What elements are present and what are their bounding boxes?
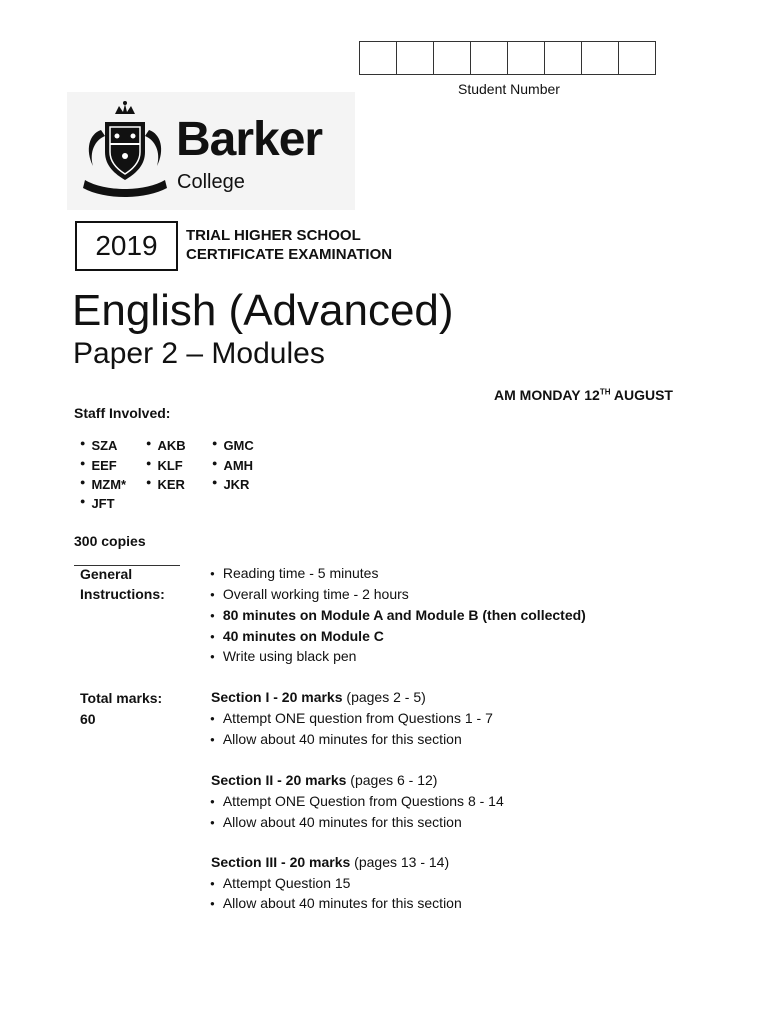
- section-item: [210, 791, 504, 814]
- staff-code: MZM*: [91, 477, 127, 492]
- instruction-text: Overall working time - 2 hours: [222, 586, 409, 602]
- section-item-text: Attempt ONE question from Questions 1 - 7: [222, 710, 493, 726]
- logo-name: Barker: [176, 113, 323, 166]
- section-item-text: Allow about 40 minutes for this section: [222, 814, 462, 830]
- staff-item: [146, 458, 183, 473]
- section-item-text: Attempt Question 15: [222, 875, 351, 891]
- instruction-item: [210, 646, 356, 669]
- staff-item: [80, 477, 126, 492]
- total-marks-value: 60: [80, 711, 96, 727]
- staff-item: [80, 438, 117, 453]
- instruction-item: [210, 563, 378, 586]
- bullet-icon: ●: [210, 879, 215, 888]
- staff-heading: Staff Involved:: [74, 405, 171, 421]
- staff-item: [80, 496, 115, 511]
- staff-item: [80, 458, 117, 473]
- student-number-boxes[interactable]: [360, 41, 656, 75]
- student-number-label: Student Number: [458, 81, 560, 97]
- section-item: [210, 893, 462, 916]
- school-logo: [67, 92, 355, 210]
- section-item: [210, 812, 462, 835]
- year-box: 2019: [75, 221, 178, 271]
- student-number-box[interactable]: [396, 41, 434, 75]
- bullet-icon: ●: [210, 735, 215, 744]
- staff-code: SZA: [91, 438, 118, 453]
- staff-code: GMC: [223, 438, 254, 453]
- bullet-icon: ●: [210, 714, 215, 723]
- staff-code: KLF: [157, 458, 183, 473]
- bullet-icon: ●: [210, 590, 215, 599]
- staff-code: JFT: [91, 496, 115, 511]
- student-number-box[interactable]: [470, 41, 508, 75]
- student-number-box[interactable]: [507, 41, 545, 75]
- bullet-icon: ●: [212, 458, 218, 468]
- bullet-icon: ●: [212, 438, 218, 448]
- logo-subtitle: College: [177, 171, 245, 193]
- instruction-text: 40 minutes on Module C: [222, 628, 384, 644]
- bullet-icon: ●: [210, 569, 215, 578]
- instruction-text: 80 minutes on Module A and Module B (then collected): [222, 607, 586, 623]
- section-pages: (pages 6 - 12): [346, 772, 438, 788]
- section-item-text: Allow about 40 minutes for this section: [222, 731, 462, 747]
- staff-code: EEF: [91, 458, 117, 473]
- label-line: Instructions:: [80, 586, 165, 602]
- date-prefix: AM MONDAY 12: [494, 387, 600, 403]
- staff-item: [212, 438, 254, 453]
- section-item-text: Attempt ONE Question from Questions 8 - 14: [222, 793, 504, 809]
- exam-type: [186, 226, 392, 264]
- section-title: Section III - 20 marks: [211, 854, 351, 870]
- bullet-icon: ●: [210, 899, 215, 908]
- exam-type-line: TRIAL HIGHER SCHOOL: [186, 227, 361, 244]
- staff-item: [146, 438, 186, 453]
- staff-item: [212, 477, 249, 492]
- section-title: Section I - 20 marks: [211, 689, 343, 705]
- instruction-text: Reading time - 5 minutes: [222, 565, 379, 581]
- staff-code: AMH: [223, 458, 254, 473]
- bullet-icon: ●: [210, 611, 215, 620]
- section-item-text: Allow about 40 minutes for this section: [222, 895, 462, 911]
- student-number-box[interactable]: [359, 41, 397, 75]
- section-pages: (pages 2 - 5): [342, 689, 426, 705]
- student-number-box[interactable]: [618, 41, 656, 75]
- exam-type-line: CERTIFICATE EXAMINATION: [186, 246, 393, 263]
- instruction-text: Write using black pen: [222, 648, 357, 664]
- page-title: English (Advanced): [72, 286, 454, 335]
- total-marks-label: Total marks:: [80, 690, 163, 706]
- section-pages: (pages 13 - 14): [350, 854, 450, 870]
- student-number-box[interactable]: [581, 41, 619, 75]
- student-number-box[interactable]: [433, 41, 471, 75]
- bullet-icon: ●: [146, 458, 152, 468]
- copies-count: 300 copies: [74, 533, 146, 549]
- bullet-icon: ●: [210, 652, 215, 661]
- label-line: General: [80, 566, 133, 582]
- bullet-icon: ●: [80, 438, 86, 448]
- crest-icon: [79, 100, 171, 200]
- date-suffix: AUGUST: [610, 387, 673, 403]
- bullet-icon: ●: [146, 477, 152, 487]
- section-heading: [211, 687, 426, 707]
- bullet-icon: ●: [80, 458, 86, 468]
- section-item: [210, 708, 493, 731]
- bullet-icon: ●: [212, 477, 218, 487]
- bullet-icon: ●: [80, 477, 86, 487]
- bullet-icon: ●: [210, 632, 215, 641]
- staff-code: JKR: [223, 477, 250, 492]
- staff-code: KER: [157, 477, 185, 492]
- date-superscript: TH: [599, 387, 611, 397]
- student-number-box[interactable]: [544, 41, 582, 75]
- bullet-icon: ●: [210, 818, 215, 827]
- section-item: [210, 729, 462, 752]
- exam-date: [494, 387, 673, 403]
- instruction-item: [210, 584, 409, 607]
- bullet-icon: ●: [210, 797, 215, 806]
- instruction-item: [210, 605, 586, 628]
- section-title: Section II - 20 marks: [211, 772, 347, 788]
- bullet-icon: ●: [146, 438, 152, 448]
- staff-item: [212, 458, 253, 473]
- general-instructions-label: [80, 564, 165, 604]
- section-heading: [211, 770, 437, 790]
- page-subtitle: Paper 2 – Modules: [73, 337, 325, 370]
- staff-item: [146, 477, 185, 492]
- bullet-icon: ●: [80, 496, 86, 506]
- section-heading: [211, 852, 449, 872]
- staff-code: AKB: [157, 438, 186, 453]
